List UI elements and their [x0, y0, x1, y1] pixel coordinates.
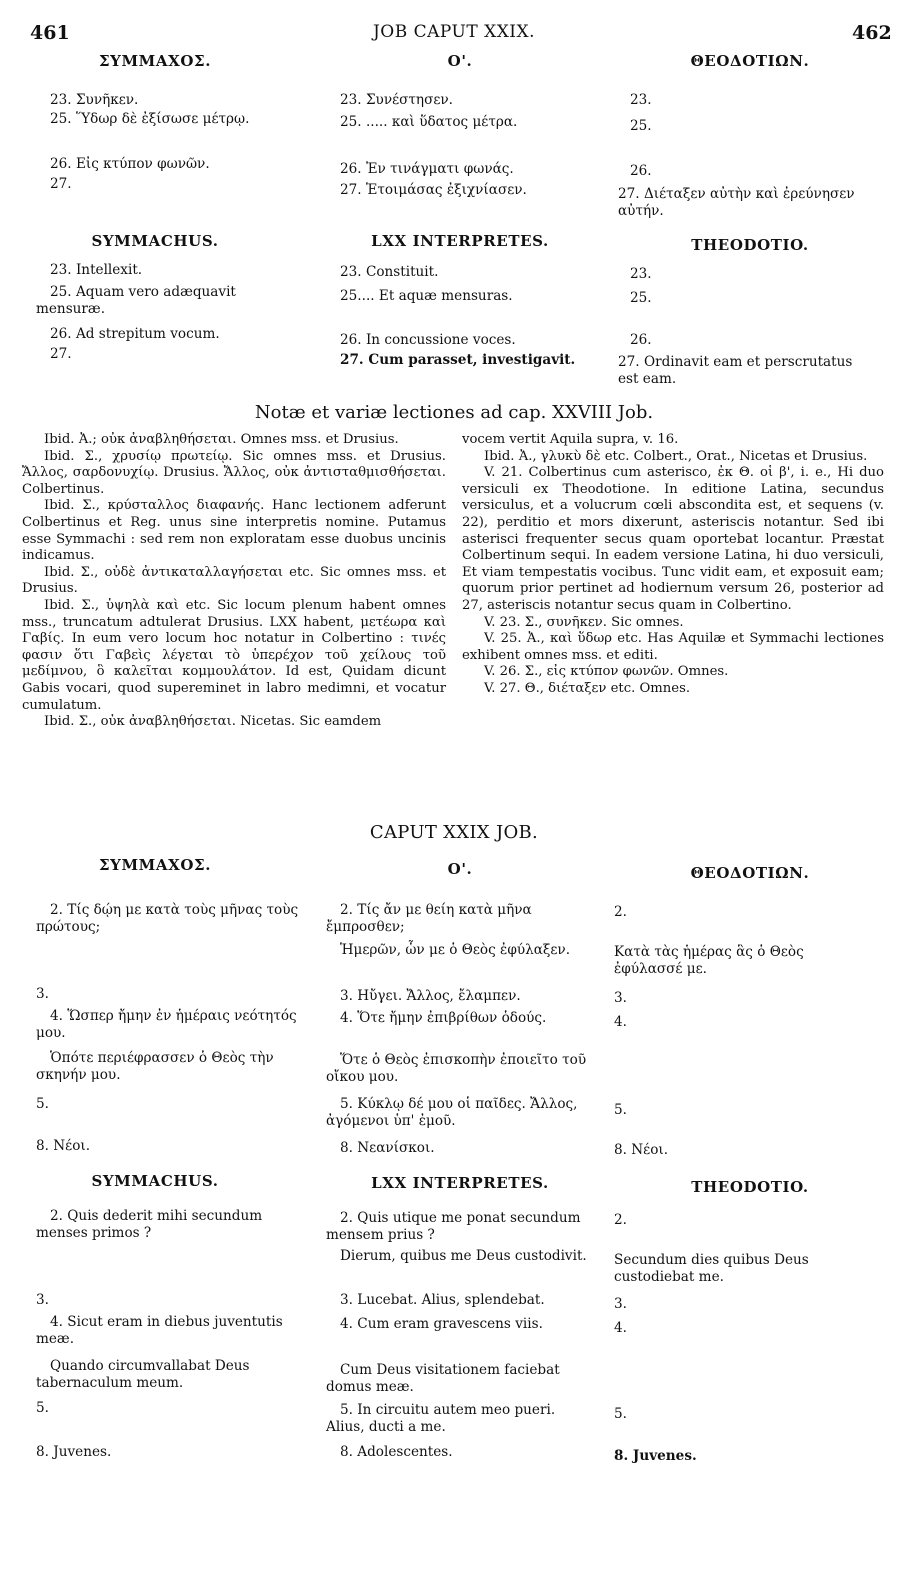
page-number-right: 462 — [852, 22, 892, 44]
cell: 3. Lucebat. Alius, splendebat. — [340, 1292, 545, 1308]
col-head-symmachus: SYMMACHUS. — [91, 232, 219, 250]
cell: 23. Intellexit. — [50, 262, 143, 278]
cell: 27. — [50, 176, 72, 192]
col-head-theodotio: THEODOTIO. — [691, 1178, 809, 1196]
cell: 3. — [614, 990, 627, 1006]
note-paragraph: V. 21. Colbertinus cum asterisco, ἐκ Θ. οἱ β', i. e., Hi duo versiculi ex Theodotione. In editione Latina, secundus versiculus, et a volucrum cœli abscondita est, et sequens (v. 22), perditio et mors dixerunt, asteriscis notantur. Sed ibi asterisci frequenter secus quam oportebat locantur. Præstat Colbertinum sequi. In eadem versione Latina, hi duo versiculi, Et viam tempestatis vocibus. Tunc vidit eam, et exposuit eam; quorum prior pertinet ad hodiernum versum 26, posterior ad 27, asteriscis notantur secus quam in Colbertino. — [462, 465, 884, 613]
cell: 25.... Et aquæ mensuras. — [340, 288, 513, 304]
cell: 27. — [50, 346, 72, 362]
note-paragraph: Ibid. Σ., χρυσίῳ πρωτείῳ. Sic omnes mss. et Drusius. Ἄλλος, σαρδονυχίῳ. Drusius. Ἄλλος, οὐκ ἀντισταθμισθήσεται. Colbertinus. — [22, 448, 446, 497]
cell: Ἡμερῶν, ὧν με ὁ Θεὸς ἐφύλαξεν. — [340, 942, 571, 958]
cell: 4. Ὥσπερ ἤμην ἐν ἡμέραις νεότητός μου. — [36, 1008, 297, 1041]
cell: 4. — [614, 1014, 627, 1030]
section-title: CAPUT XXIX JOB. — [369, 822, 539, 843]
cell: 23. Συνέστησεν. — [340, 92, 453, 108]
cell: 2. — [614, 1212, 627, 1228]
cell: 8. Juvenes. — [614, 1448, 697, 1464]
note-paragraph: V. 26. Σ., εἰς κτύπον φωνῶν. Omnes. — [484, 664, 729, 680]
cell: 26. Ἐν τινάγματι φωνάς. — [340, 161, 514, 177]
col-head-lxx-interpretes: LXX INTERPRETES. — [371, 1174, 549, 1192]
cell: 2. — [614, 904, 627, 920]
cell: 23. Constituit. — [340, 264, 439, 280]
note-paragraph: Ibid. Σ., κρύσταλλος διαφανής. Hanc lectionem adferunt Colbertinus et Reg. unus sine interpretis nomine. Putamus esse Symmachi : sed rem non exploratam esse duobus uncinis indicamus. — [22, 498, 446, 564]
cell: 25. ..... καὶ ὕδατος μέτρα. — [340, 114, 518, 130]
cell: 26. Εἰς κτύπον φωνῶν. — [50, 156, 210, 172]
col-head-symmachus: SYMMACHUS. — [91, 1172, 219, 1190]
cell: 8. Νέοι. — [36, 1138, 91, 1154]
cell: 25. — [630, 290, 652, 306]
cell: Ὅτε ὁ Θεὸς ἐπισκοπὴν ἐποιεῖτο τοῦ οἴκου μου. — [326, 1052, 587, 1085]
note-paragraph: vocem vertit Aquila supra, v. 16. — [462, 432, 679, 447]
note-paragraph: V. 27. Θ., διέταξεν etc. Omnes. — [484, 680, 691, 696]
cell: 27. Διέταξεν αὐτὴν καὶ ἐρεύνησεν αὐτήν. — [618, 186, 855, 219]
cell: 3. Ηὔγει. Ἄλλος, ἔλαμπεν. — [340, 988, 521, 1004]
cell: Dierum, quibus me Deus custodivit. — [340, 1248, 587, 1264]
cell: 8. Juvenes. — [36, 1444, 112, 1460]
cell: 8. Νεανίσκοι. — [340, 1140, 435, 1156]
notes-heading: Notæ et variæ lectiones ad cap. XXVIII Job. — [254, 402, 654, 423]
page-number-left: 461 — [30, 22, 70, 44]
col-head-theodotion: ΘΕΟΔΟΤΙΩΝ. — [690, 52, 810, 70]
cell: 25. Ὕδωρ δὲ ἐξίσωσε μέτρῳ. — [50, 111, 250, 127]
cell: Secundum dies quibus Deus custodiebat me. — [614, 1252, 809, 1285]
cell: 5. — [614, 1102, 627, 1118]
col-head-theodotio: THEODOTIO. — [691, 236, 809, 254]
cell: Quando circumvallabat Deus tabernaculum meum. — [36, 1358, 250, 1391]
cell: Ὁπότε περιέφρασσεν ὁ Θεὸς τὴν σκηνήν μου. — [36, 1050, 274, 1083]
cell: 3. — [36, 986, 49, 1002]
col-head-symmachos: ΣΥΜΜΑΧΟΣ. — [98, 52, 212, 70]
cell: 5. — [36, 1096, 49, 1112]
cell: 26. Ad strepitum vocum. — [50, 326, 220, 342]
note-paragraph: Ibid. Ἀ., γλυκὺ δὲ etc. Colbert., Orat., Nicetas et Drusius. — [484, 448, 868, 464]
cell: 3. — [614, 1296, 627, 1312]
cell: 2. Quis utique me ponat secundum mensem prius ? — [326, 1210, 581, 1243]
cell: 27. Ordinavit eam et perscrutatus est eam. — [618, 354, 853, 387]
cell: 5. — [36, 1400, 49, 1416]
cell: 8. Adolescentes. — [340, 1444, 453, 1460]
note-paragraph: V. 23. Σ., συνῆκεν. Sic omnes. — [484, 614, 684, 630]
cell: Cum Deus visitationem faciebat domus meæ. — [326, 1362, 560, 1395]
col-head-theodotion: ΘΕΟΔΟΤΙΩΝ. — [690, 864, 810, 882]
cell: 26. — [630, 163, 652, 179]
cell: 8. Νέοι. — [614, 1142, 669, 1158]
col-head-lxx: O'. — [447, 52, 473, 70]
cell: 4. Sicut eram in diebus juventutis meæ. — [36, 1314, 283, 1347]
note-paragraph: Ibid. Σ., ὑψηλὰ καὶ etc. Sic locum plenum habent omnes mss., truncatum adtulerat Drusius. LXX habent, μετέωρα καὶ Γαβίς. In eum vero locum hoc notatur in Colbertino : τινές φασιν ὅτι Γαβεὶς λέγεται τὸ ὑπερέχον τοῦ χείλους τοῦ μεδίμνου, ὃ καλεῖται κομμουλάτον. Id est, Quidam dicunt Gabis vocari, quod supereminet in labro medimni, et vocatur cumulatum. — [22, 597, 446, 713]
notes-right-column — [462, 432, 884, 698]
cell: 25. — [630, 118, 652, 134]
cell: 2. Quis dederit mihi secundum menses primos ? — [36, 1208, 263, 1241]
cell: Κατὰ τὰς ἡμέρας ἃς ὁ Θεὸς ἐφύλασσέ με. — [614, 944, 804, 977]
cell: 2. Τίς δῴη με κατὰ τοὺς μῆνας τοὺς πρώτους; — [36, 902, 299, 935]
note-paragraph: Ibid. Ἀ.; οὐκ ἀναβληθήσεται. Omnes mss. et Drusius. — [44, 432, 399, 447]
cell: 5. — [614, 1406, 627, 1422]
cell: 4. Cum eram gravescens viis. — [340, 1316, 543, 1332]
col-head-lxx-interpretes: LXX INTERPRETES. — [371, 232, 549, 250]
note-paragraph: Ibid. Σ., οὐδὲ ἀντικαταλλαγήσεται etc. Sic omnes mss. et Drusius. — [22, 564, 446, 597]
note-paragraph: Ibid. Σ., οὐκ ἀναβληθήσεται. Nicetas. Sic eamdem — [44, 714, 382, 730]
cell: 5. In circuitu autem meo pueri. Alius, ducti a me. — [326, 1402, 556, 1435]
col-head-symmachos: ΣΥΜΜΑΧΟΣ. — [98, 856, 212, 874]
cell: 5. Κύκλῳ δέ μου οἱ παῖδες. Ἄλλος, ἀγόμενοι ὑπ' ἐμοῦ. — [326, 1096, 578, 1129]
col-head-lxx: O'. — [447, 860, 473, 878]
cell: 4. — [614, 1320, 627, 1336]
cell: 4. Ὅτε ἤμην ἐπιβρίθων ὁδούς. — [340, 1010, 547, 1026]
cell: 23. — [630, 266, 652, 282]
cell: 23. — [630, 92, 652, 108]
notes-left-column — [22, 432, 446, 731]
cell: 23. Συνῆκεν. — [50, 92, 139, 108]
cell: 26. In concussione voces. — [340, 332, 516, 348]
cell: 27. Ἑτοιμάσας ἐξιχνίασεν. — [340, 182, 527, 198]
cell: 2. Τίς ἄν με θείη κατὰ μῆνα ἔμπροσθεν; — [326, 902, 532, 935]
cell: 27. Cum parasset, investigavit. — [340, 352, 576, 368]
running-title: JOB CAPUT XXIX. — [372, 22, 536, 42]
cell: 3. — [36, 1292, 49, 1308]
cell: 25. Aquam vero adæquavit mensuræ. — [36, 284, 236, 317]
cell: 26. — [630, 332, 652, 348]
note-paragraph: V. 25. Ἀ., καὶ ὕδωρ etc. Has Aquilæ et Symmachi lectiones exhibent omnes mss. et editi. — [462, 631, 884, 663]
